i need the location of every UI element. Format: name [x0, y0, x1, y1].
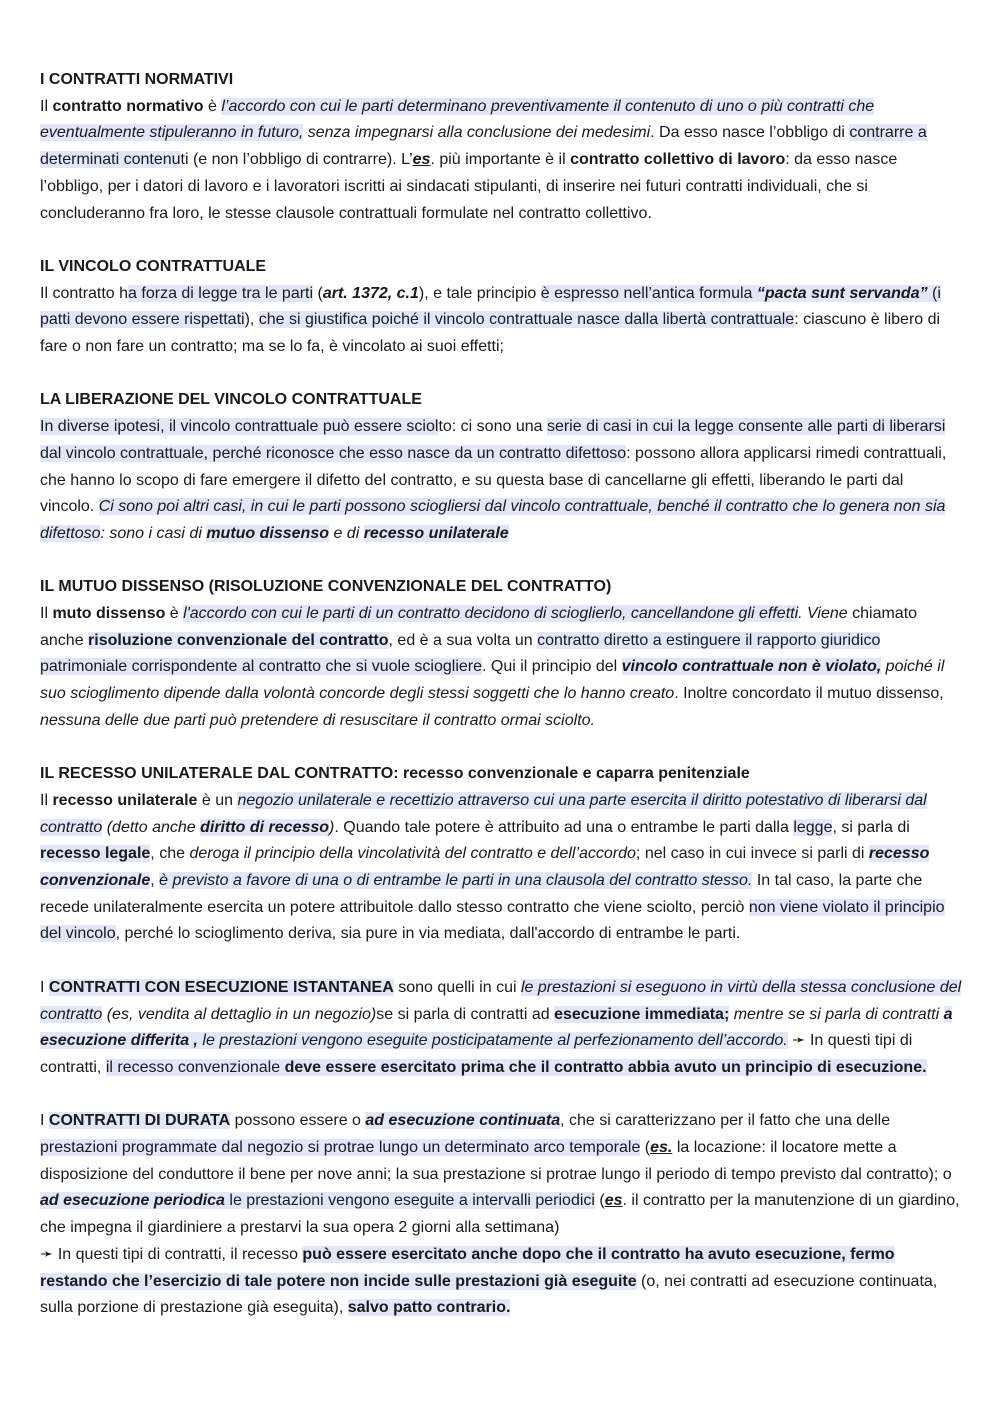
text-run: esecuzione immediata; — [554, 1005, 730, 1023]
text-run: , perché lo scioglimento deriva, sia pure in via mediata, dall'accordo di entrambe le parti. — [115, 925, 741, 943]
text-run: “pacta sunt servanda” — [756, 284, 933, 302]
text-run: a forza di legge tra le parti — [128, 284, 314, 302]
text-run: ➛ In questi tipi di contratti, — [40, 1032, 913, 1076]
text-run: CONTRATTI CON ESECUZIONE ISTANTANEA — [48, 978, 394, 996]
text-run: . il contratto per la manutenzione di un giardino, che impegna il giardiniere a prestarvi la sua opera 2 giorni alla settimana) — [40, 1192, 960, 1237]
text-run: (es, vendita al dettaglio in un negozio) — [102, 1005, 377, 1023]
section-title: I CONTRATTI NORMATIVI — [40, 71, 234, 88]
text-run: ), — [244, 311, 259, 329]
text-run: muto dissenso — [52, 605, 166, 623]
text-run: : ciascuno è libero di fare o non fare un contratto; ma se lo fa, è vincolato ai suoi effetti; — [40, 311, 941, 356]
text-run: ti (e non l’obbligo di contrarre). L’ — [180, 151, 413, 169]
text-run: negozio unilaterale e recettizio attraverso cui una parte esercita il diritto potestativo di liberarsi dal contratto — [40, 791, 927, 836]
section-vincolo-contrattuale — [40, 254, 962, 361]
text-run: mentre se si parla di contratti — [729, 1005, 944, 1023]
document-page — [40, 67, 962, 1349]
section-paragraph — [40, 414, 962, 548]
section-paragraph — [40, 975, 962, 1082]
text-run: (detto anche — [102, 818, 201, 836]
text-run: ( — [640, 1139, 651, 1157]
text-run: ), e tale principio — [418, 284, 541, 302]
section-paragraph — [40, 601, 962, 735]
section-paragraph — [40, 788, 962, 948]
text-run: legge — [793, 818, 833, 836]
section-title: LA LIBERAZIONE DEL VINCOLO CONTRATTUALE — [40, 391, 422, 409]
section-liberazione-vincolo — [40, 387, 962, 547]
section-title: IL MUTUO DISSENSO (RISOLUZIONE CONVENZIONALE DEL CONTRATTO) — [40, 578, 612, 596]
text-run: le prestazioni vengono eseguite posticipatamente al perfezionamento dell’accordo. — [197, 1032, 788, 1050]
text-run: contratto collettivo di lavoro — [570, 151, 786, 169]
text-run: contratto normativo — [52, 97, 204, 115]
text-run: a esecuzione differita , — [40, 1005, 953, 1050]
text-run: recesso unilaterale — [52, 791, 198, 809]
section-esecuzione-istantanea — [40, 975, 962, 1082]
text-run: se si parla di contratti ad — [376, 1005, 555, 1023]
text-run: chiamato anche — [40, 605, 918, 649]
text-run: ( — [313, 284, 323, 302]
text-run: è — [203, 97, 222, 115]
text-run: es — [412, 151, 431, 169]
text-run: . Qui il principio del — [482, 658, 622, 676]
text-run: In diverse ipotesi, il vincolo contrattuale può essere sciol — [40, 418, 439, 436]
text-run: poiché il suo scioglimento dipende dalla volontà concorde degli stessi soggetti che lo hanno creato — [40, 658, 945, 703]
text-run: ➛ In questi tipi di contratti, il recesso — [40, 1245, 303, 1263]
text-run: , si parla di — [832, 818, 910, 836]
text-run: l'accordo con cui le parti di un contratto decidono di scioglierlo, cancellandone gli effetti — [183, 605, 799, 623]
text-run: deve essere esercitato prima che il contratto abbia avuto un principio di esecuzione. — [284, 1058, 927, 1076]
text-run: risoluzione convenzionale del contratto — [88, 631, 389, 649]
text-run: recesso convenzionale — [40, 845, 930, 890]
text-run: In tal caso, la parte che recede unilateralmente esercita un potere attribuitole dallo stesso contratto che viene sciolto, perciò — [40, 872, 923, 916]
text-run: Il — [40, 605, 53, 623]
text-run: : da esso nasce l’obbligo, per i datori di lavoro e i lavoratori iscritti ai sindacati stipulanti, di inserire nei futuri contratti individuali, che si concluderanno fra loro, le stesse clausole contrattuali formulate nel contratto collettivo. — [40, 151, 898, 222]
text-run: es — [604, 1192, 623, 1210]
text-run: (i patti devono essere rispettati — [40, 284, 941, 329]
section-paragraph — [40, 94, 962, 228]
text-run: serie di casi in cui la legge consente alle parti di liberarsi dal vincolo contrattuale, perché riconosce che esso nasce da un contratto difettoso — [40, 418, 946, 462]
text-run: Il — [40, 97, 53, 115]
text-run: vincolo contrattuale non è violato, — [621, 658, 882, 676]
text-run: , ed è a sua volta un — [388, 631, 538, 649]
text-run: è — [165, 605, 184, 623]
text-run: le prestazioni si eseguono in virtù della stessa conclusione del contratto — [40, 978, 962, 1023]
text-run: es. — [650, 1139, 673, 1157]
text-run: to: ci sono una — [438, 418, 547, 436]
text-run: . più importante è il — [430, 151, 571, 169]
text-run: ad esecuzione periodica — [40, 1192, 225, 1210]
text-run: le prestazioni vengono eseguite a intervalli periodici — [224, 1192, 595, 1210]
text-run: può essere esercitato anche dopo che il contratto ha avuto esecuzione, fermo restando che l’esercizio di tale potere non incide sulle prestazioni già eseguite — [40, 1245, 895, 1290]
text-run: deroga il principio della vincolatività del contratto e dell’accordo — [189, 845, 636, 863]
section-title: IL RECESSO UNILATERALE DAL CONTRATTO: recesso convenzionale e caparra penitenziale — [40, 765, 750, 783]
text-run: . Inoltre concordato il mutuo dissenso, — [674, 685, 944, 703]
text-run: è previsto a favore di una o di entrambe le parti in una clausola del contratto stesso. — [159, 872, 753, 890]
text-run: mutuo dissenso — [206, 524, 329, 542]
text-run: ( — [594, 1192, 605, 1210]
text-run: . Da esso nasce l’obbligo di — [650, 124, 850, 142]
section-title: IL VINCOLO CONTRATTUALE — [40, 257, 267, 275]
text-run: Il — [40, 791, 53, 809]
text-run: : sono i casi di — [100, 524, 207, 542]
text-run: recesso legale — [40, 845, 151, 863]
text-run: . Quando tale potere è attribuito ad una o entrambe le parti dalla — [334, 818, 794, 836]
section-recesso-unilaterale — [40, 761, 962, 948]
text-run: , che si caratterizzano per il fatto che una delle — [560, 1112, 891, 1130]
text-run: , — [150, 872, 160, 890]
text-run: è un — [197, 791, 238, 809]
section-contratti-di-durata — [40, 1108, 962, 1322]
section-mutuo-dissenso — [40, 574, 962, 734]
text-run: possono essere o — [230, 1112, 366, 1130]
text-run: CONTRATTI DI DURATA — [48, 1112, 231, 1130]
section-paragraph — [40, 281, 962, 361]
section-paragraph — [40, 1108, 962, 1322]
text-run: . Viene — [798, 605, 853, 623]
text-run: sono quelli in cui — [393, 978, 521, 996]
text-run: l’accordo con cui le parti determinano preventivamente il contenuto di uno o più contratti che eventualmente stipuleranno in futuro, — [40, 97, 875, 142]
text-run: diritto di recesso — [200, 818, 330, 836]
text-run: che si giustifica poiché il vincolo contrattuale nasce dalla libertà contrattuale — [258, 311, 795, 329]
text-run: (o, nei contratti ad esecuzione continuata, sulla porzione di prestazione già eseguita), — [40, 1272, 938, 1317]
text-run: recesso unilaterale — [363, 524, 509, 542]
text-run: Il contratto h — [40, 284, 129, 302]
text-run: ad esecuzione continuata — [365, 1112, 561, 1130]
text-run: nessuna delle due parti può pretendere di resuscitare il contratto ormai sciolto. — [40, 711, 595, 729]
text-run: contratto diretto a estinguere il rapporto giuridico patrimoniale corrispondente al contratto che si vuole sciogliere — [40, 631, 881, 676]
text-run: salvo patto contrario. — [347, 1299, 511, 1317]
text-run: non viene violato il principio del vincolo — [40, 898, 945, 943]
text-run: la locazione: il locatore mette a disposizione del conduttore il bene per nove anni; la sua prestazione si protrae lungo il periodo di tempo previsto dal contratto); o — [40, 1139, 952, 1183]
text-run: il recesso convenzionale — [105, 1058, 285, 1076]
text-run: e di — [329, 524, 364, 542]
text-run: I — [40, 978, 49, 996]
text-run: ) — [329, 818, 335, 836]
text-run: art. 1372, c.1 — [322, 284, 419, 302]
text-run: , che — [150, 845, 190, 863]
text-run: I — [40, 1112, 49, 1130]
text-run: Ci sono poi altri casi, in cui le parti possono sciogliersi dal vincolo contrattuale, benché il contratto che lo genera non sia difettoso — [40, 498, 946, 542]
section-contratti-normativi — [40, 67, 962, 227]
text-run: è espresso nell’antica formula — [540, 284, 757, 302]
text-run: ; nel caso in cui invece si parli di — [635, 845, 869, 863]
text-run: senza impegnarsi alla conclusione dei medesimi — [303, 124, 651, 142]
text-run: contrarre a determinati contenu — [40, 124, 927, 169]
text-run: prestazioni programmate dal negozio si protrae lungo un determinato arco temporale — [40, 1139, 641, 1157]
text-run: : possono allora applicarsi rimedi contrattuali, che hanno lo scopo di fare emergere il difetto del contratto, e su questa base di cancellarne gli effetti, liberando le parti dal vincolo. — [40, 444, 947, 516]
